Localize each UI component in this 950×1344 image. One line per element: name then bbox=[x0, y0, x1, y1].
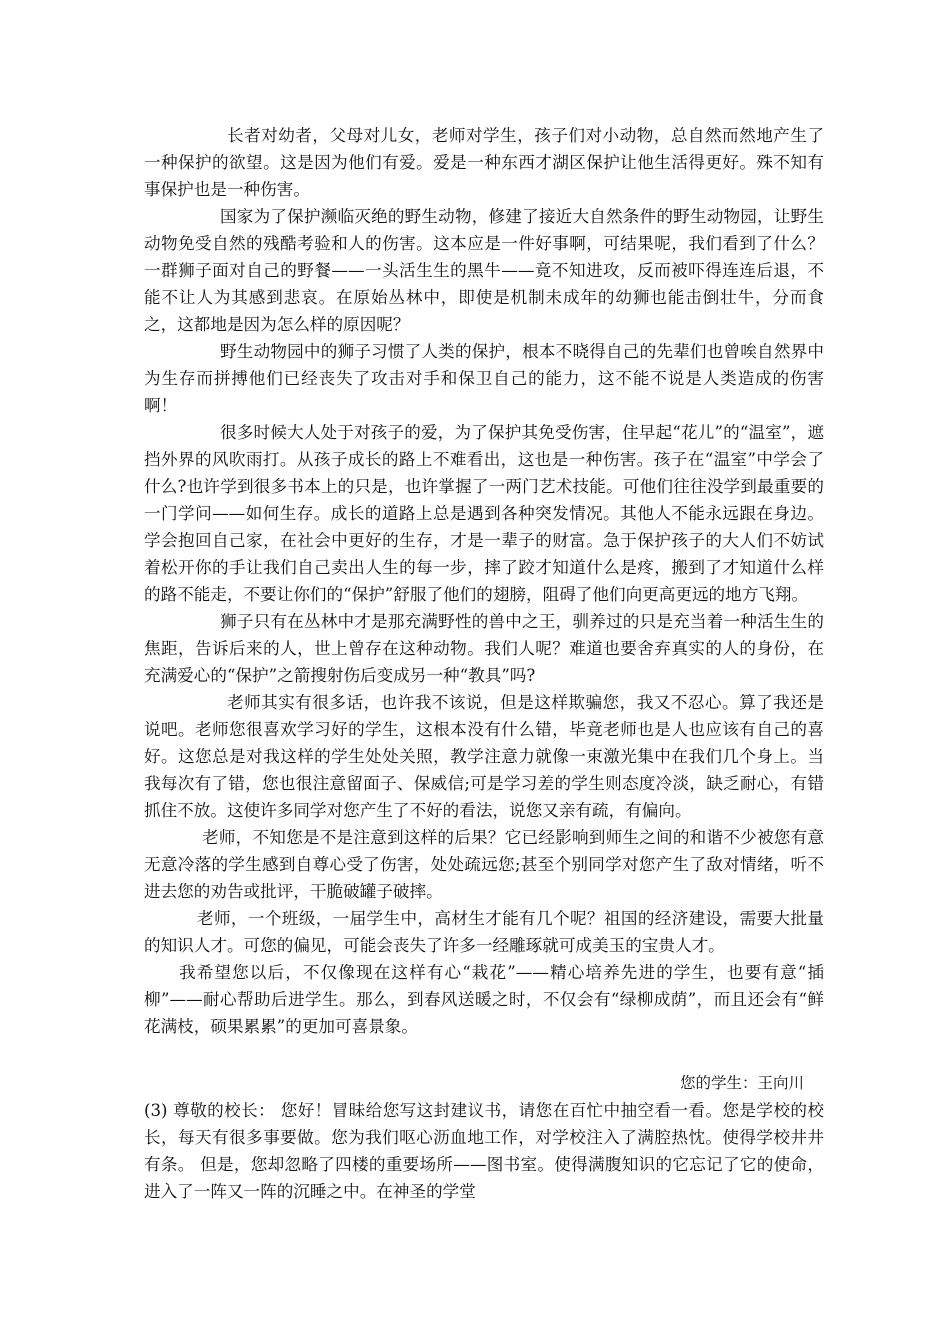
paragraph-1: 长者对幼者，父母对儿女，老师对学生，孩子们对小动物，总自然而然地产生了一种保护的欲望。这是因为他们有爱。爱是一种东西才湖区保护让他生活得更好。殊不知有事保护也是一种伤害。 bbox=[144, 126, 824, 199]
paragraph-9: 我希望您以后，不仅像现在这样有心“栽花”——精心培养先进的学生，也要有意“插柳”——耐心帮助后进学生。那么，到春风送暖之时，不仅会有“绿柳成荫”，而且还会有“鲜花满枝，硕果累累”的更加可喜景象。 bbox=[144, 963, 824, 1036]
paragraph-7: 老师，不知您是不是注意到这样的后果？它已经影响到师生之间的和谐不少被您有意无意冷落的学生感到自尊心受了伤害，处处疏远您;甚至个别同学对您产生了敌对情绪，听不进去您的劝告或批评，干脆破罐子破摔。 bbox=[144, 828, 824, 901]
paragraph-3: 野生动物园中的狮子习惯了人类的保护，根本不晓得自己的先辈们也曾唉自然界中为生存而拼搏他们已经丧失了攻击对手和保卫自己的能力，这不能不说是人类造成的伤害啊！ bbox=[144, 342, 824, 415]
paragraph-2: 国家为了保护濒临灭绝的野生动物，修建了接近大自然条件的野生动物园，让野生动物免受自然的残酷考验和人的伤害。这本应是一件好事啊，可结果呢，我们看到了什么？一群狮子面对自己的野餐——一头活生生的黑牛——竟不知进攻，反而被吓得连连后退，不能不让人为其感到悲哀。在原始丛林中，即使是机制未成年的幼狮也能击倒壮牛，分而食之，这都地是因为怎么样的原因呢？ bbox=[144, 207, 824, 334]
paragraph-6: 老师其实有很多话，也许我不该说，但是这样欺骗您，我又不忍心。算了我还是说吧。老师您很喜欢学习好的学生，这根本没有什么错，毕竟老师也是人也应该有自己的喜好。这您总是对我这样的学生处处关照，教学注意力就像一束激光集中在我们几个身上。当我每次有了错，您也很注意留面子、保威信;可是学习差的学生则态度冷淡，缺乏耐心，有错抓住不放。这使许多同学对您产生了不好的看法，说您又亲有疏，有偏向。 bbox=[144, 693, 824, 820]
spacer bbox=[144, 1040, 824, 1070]
paragraph-letter-3: (3) 尊敬的校长： 您好！冒昧给您写这封建议书，请您在百忙中抽空看一看。您是学校的校长，每天有很多事要做。您为我们呕心沥血地工作，对学校注入了满腔热忱。使得学校井井有条。 但是，您却忽略了四楼的重要场所——图书室。使得满腹知识的它忘记了它的使命，进入了一阵又一阵的沉睡之中。在神圣的学堂 bbox=[144, 1101, 824, 1201]
document-page bbox=[144, 122, 824, 1205]
paragraph-5: 狮子只有在丛林中才是那充满野性的兽中之王，驯养过的只是充当着一种活生生的焦距，告诉后来的人，世上曾存在这种动物。我们人呢？难道也要舍弃真实的人的身份，在充满爱心的“保护”之箭搜射伤后变成另一种“教具”吗? bbox=[144, 612, 824, 685]
signature: 您的学生：王向川 bbox=[679, 1074, 804, 1092]
paragraph-4: 很多时候大人处于对孩子的爱，为了保护其免受伤害，住早起“花儿”的“温室”，遮挡外界的风吹雨打。从孩子成长的路上不难看出，这也是一种伤害。孩子在“温室”中学会了什么?也许学到很多书本上的只是，也许掌握了一两门艺术技能。可他们往往没学到最重要的一门学问——如何生存。成长的道路上总是遇到各种突发情况。其他人不能永远跟在身边。学会抱回自己家，在社会中更好的生存，才是一辈子的财富。急于保护孩子的大人们不妨试着松开你的手让我们自己卖出人生的每一步，摔了跤才知道什么是疼，搬到了才知道什么样的路不能走，不要让你们的“保护”舒服了他们的翅膀，阻碍了他们向更高更远的地方飞翔。 bbox=[144, 423, 824, 604]
paragraph-8: 老师，一个班级，一届学生中，高材生才能有几个呢？祖国的经济建设，需要大批量的知识人才。可您的偏见，可能会丧失了许多一经雕琢就可成美玉的宝贵人才。 bbox=[144, 909, 824, 955]
